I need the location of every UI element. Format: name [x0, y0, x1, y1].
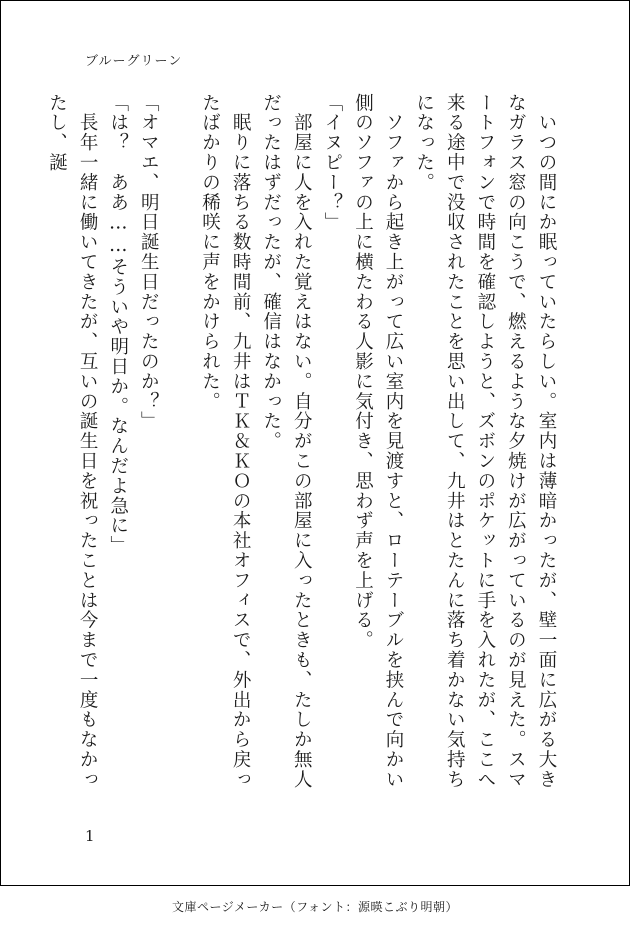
- paragraph: 眠りに落ちる数時間前、九井はＴＫ＆ＫＯの本社オフィスで、外出から戻ったばかりの稀咲に声をかけられた。: [199, 93, 252, 790]
- paragraph: ソファから起き上がって広い室内を見渡すと、ローテーブルを挟んで向かい側のソファの上に横たわる人影に気付き、思わず声を上げる。: [352, 93, 405, 790]
- footer-credit: 文庫ページメーカー（フォント：源暎こぶり明朝）: [171, 900, 459, 914]
- vertical-body-text: [46, 93, 561, 793]
- paragraph: 部屋に人を入れた覚えはない。自分がこの部屋に入ったときも、たしか無人だったはずだったが、確信はなかった。: [260, 93, 313, 790]
- dialogue-line: 「は？ ああ……そういや明日か。なんだよ急に」: [107, 93, 129, 556]
- paragraph: 長年一緒に働いてきたが、互いの誕生日を祝ったことは今まで一度もなかったし、誕: [46, 93, 99, 790]
- paragraph: いつの間にか眠っていたらしい。室内は薄暗かったが、壁一面に広がる大きなガラス窓の向こうで、燃えるような夕焼けが広がっているのが見えた。スマートフォンで時間を確認しようと、ズボンのポケットに手を入れたが、ここへ来る途中で没収されたことを思い出して、九井はとたんに落ち着かない気持ちになった。: [413, 93, 557, 790]
- running-title: ブルーグリーン: [85, 54, 183, 69]
- page-number: 1: [85, 827, 95, 845]
- dialogue-line: 「オマエ、明日誕生日だったのか？」: [138, 93, 160, 432]
- dialogue-line: 「イヌピー？」: [321, 93, 343, 233]
